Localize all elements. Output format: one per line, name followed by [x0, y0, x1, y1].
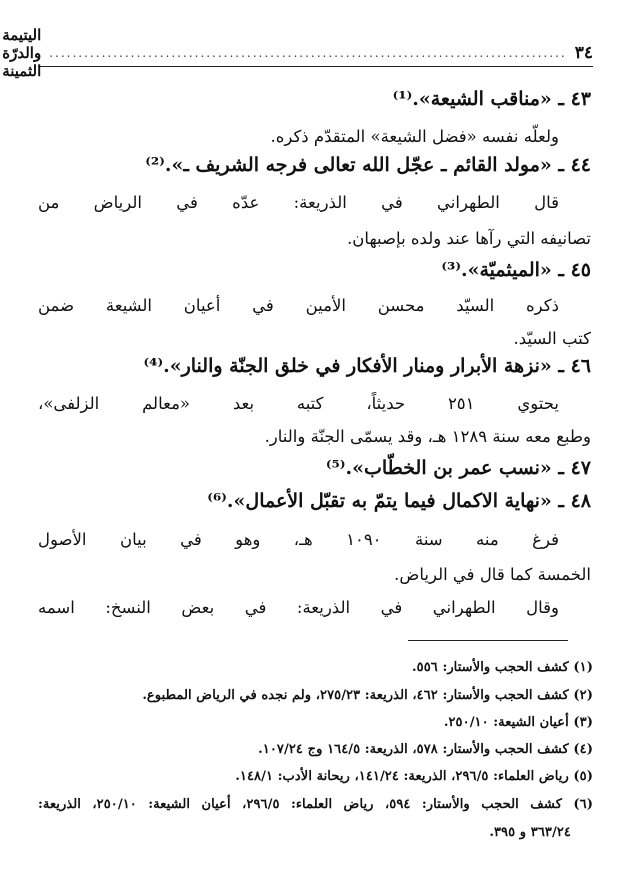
body-line: ذكره السيّد محسن الأمين في أعيان الشيعة ضمن [38, 296, 559, 315]
footnote-separator [408, 640, 568, 641]
running-header [2, 26, 593, 80]
body-line: فرغ منه سنة ١٠٩٠ هـ، وهو في بيان الأصول [38, 530, 559, 549]
entry-heading-45: ٤٥ ـ «الميثميّة».⁽³⁾ [441, 259, 591, 281]
body-line: وطبع معه سنة ١٢٨٩ هـ، وقد يسمّى الجنّة والنار. [264, 427, 591, 446]
body-line: تصانيفه التي رآها عند ولده بإصبهان. [347, 229, 591, 248]
body-line: يحتوي ٢٥١ حديثاً، كتبه بعد «معالم الزلفى»، [38, 394, 560, 413]
body-line: قال الطهراني في الذريعة: عدّه في الرياض من [38, 193, 559, 212]
entry-heading-44: ٤٤ ـ «مولد القائم ـ عجّل الله تعالى فرجه الشريف ـ».⁽²⁾ [145, 154, 591, 176]
running-title: اليتيمة والدرّة الثمينة [2, 26, 42, 80]
footnote-5: (٥) رياض العلماء: ٢٩٦/٥، الذريعة: ١٤١/٢٤، ريحانة الأدب: ١٤٨/١. [235, 769, 593, 784]
footnote-2: (٢) كشف الحجب والأستار: ٤٦٢، الذريعة: ٢٧٥/٢٣، ولم نجده في الرياض المطبوع. [142, 688, 593, 703]
page-number: ٣٤ [574, 43, 593, 63]
body-line: ولعلّه نفسه «فضل الشيعة» المتقدّم ذكره. [270, 127, 559, 146]
footnote-3: (٣) أعيان الشيعة: ٢٥٠/١٠. [443, 715, 593, 730]
footnote-4: (٤) كشف الحجب والأستار: ٥٧٨، الذريعة: ١٦٤/٥ وج ١٠٧/٢٤. [258, 742, 593, 757]
body-line: الخمسة كما قال في الرياض. [394, 565, 591, 584]
body-line: كتب السيّد. [513, 329, 591, 348]
footnote-6: (٦) كشف الحجب والأستار: ٥٩٤، رياض العلماء: ٢٩٦/٥، أعيان الشيعة: ٢٥٠/١٠، الذريعة: [38, 797, 593, 812]
footnote-6-continued: ٣٦٣/٢٤ و ٣٩٥. [489, 825, 571, 840]
body-line: وقال الطهراني في الذريعة: في بعض النسخ: اسمه [38, 598, 559, 617]
entry-heading-48: ٤٨ ـ «نهاية الاكمال فيما يتمّ به تقبّل الأعمال».⁽⁶⁾ [207, 490, 591, 512]
entry-heading-43: ٤٣ ـ «مناقب الشيعة».⁽¹⁾ [392, 88, 591, 110]
header-leader-dots: ......................................................................................... [49, 46, 567, 60]
entry-heading-47: ٤٧ ـ «نسب عمر بن الخطّاب».⁽⁵⁾ [325, 457, 591, 479]
footnote-1: (١) كشف الحجب والأستار: ٥٥٦. [412, 660, 593, 675]
entry-heading-46: ٤٦ ـ «نزهة الأبرار ومنار الأفكار في خلق الجنّة والنار».⁽⁴⁾ [143, 355, 591, 377]
